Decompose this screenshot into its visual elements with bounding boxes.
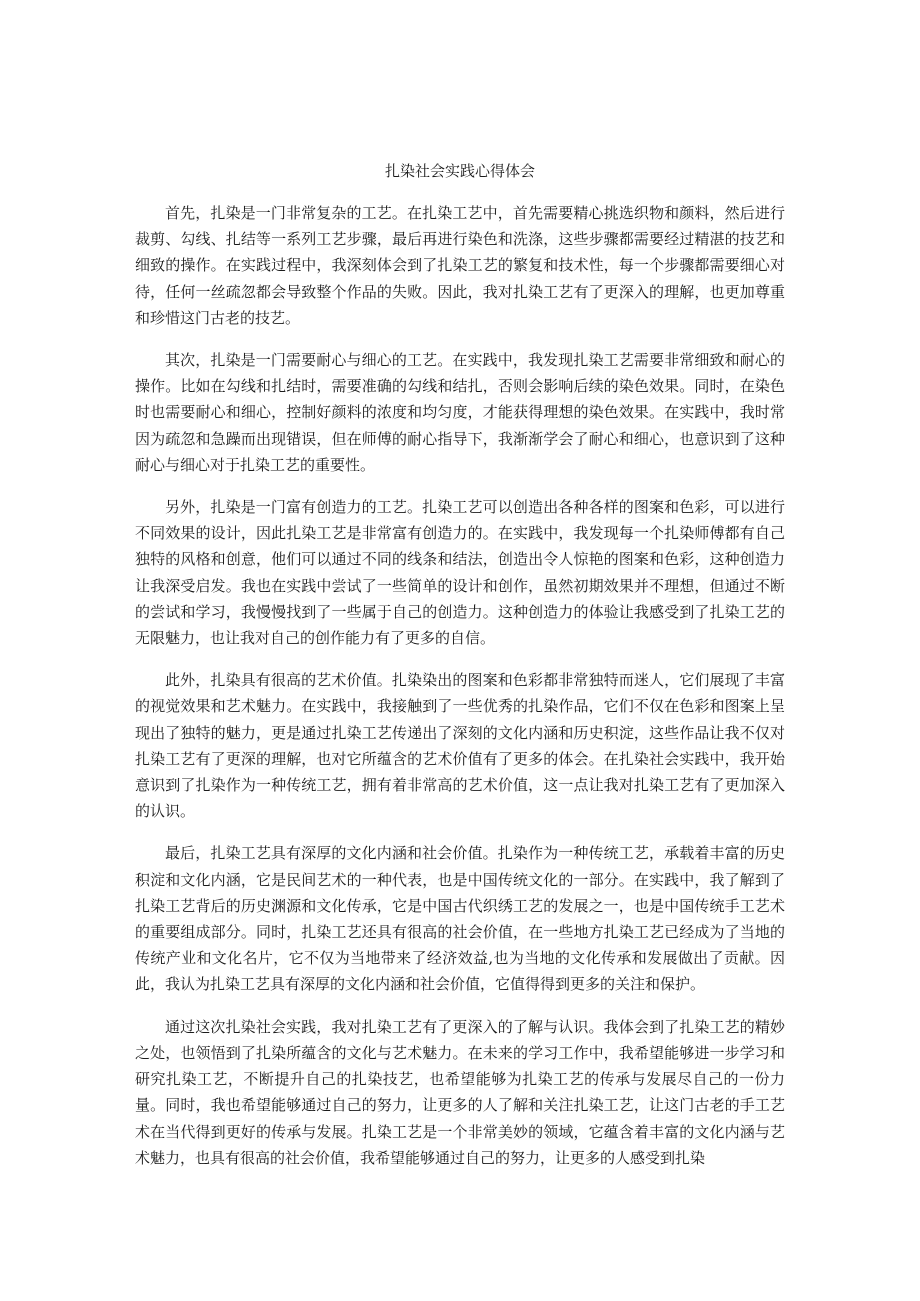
paragraph-6: 通过这次扎染社会实践，我对扎染工艺有了更深入的了解与认识。我体会到了扎染工艺的精妙之处，也领悟到了扎染所蕴含的文化与艺术魅力。在未来的学习工作中，我希望能够进一步学习和研究扎染工艺，不断提升自己的扎染技艺，也希望能够为扎染工艺的传承与发展尽自己的一份力量。同时，我也希望能够通过自己的努力，让更多的人了解和关注扎染工艺，让这门古老的手工艺术在当代得到更好的传承与发展。扎染工艺是一个非常美妙的领域，它蕴含着丰富的文化内涵与艺术魅力，也具有很高的社会价值，我希望能够通过自己的努力，让更多的人感受到扎染 [135,1017,785,1167]
paragraph-2: 其次，扎染是一门需要耐心与细心的工艺。在实践中，我发现扎染工艺需要非常细致和耐心的操作。比如在勾线和扎结时，需要准确的勾线和结扎，否则会影响后续的染色效果。同时，在染色时也需要耐心和细心，控制好颜料的浓度和均匀度，才能获得理想的染色效果。在实践中，我时常因为疏忽和急躁而出现错误，但在师傅的耐心指导下，我渐渐学会了耐心和细心，也意识到了这种耐心与细心对于扎染工艺的重要性。 [135,351,785,474]
document-body [135,200,785,1187]
paragraph-3: 另外，扎染是一门富有创造力的工艺。扎染工艺可以创造出各种各样的图案和色彩，可以进行不同效果的设计，因此扎染工艺是非常富有创造力的。在实践中，我发现每一个扎染师傅都有自己独特的风格和创意，他们可以通过不同的线条和结法，创造出令人惊艳的图案和色彩，这种创造力让我深受启发。我也在实践中尝试了一些简单的设计和创作，虽然初期效果并不理想，但通过不断的尝试和学习，我慢慢找到了一些属于自己的创造力。这种创造力的体验让我感受到了扎染工艺的无限魅力，也让我对自己的创作能力有了更多的自信。 [135,498,785,648]
paragraph-4: 此外，扎染具有很高的艺术价值。扎染染出的图案和色彩都非常独特而迷人，它们展现了丰富的视觉效果和艺术魅力。在实践中，我接触到了一些优秀的扎染作品，它们不仅在色彩和图案上呈现出了独特的魅力，更是通过扎染工艺传递出了深刻的文化内涵和历史积淀，这些作品让我不仅对扎染工艺有了更深的理解，也对它所蕴含的艺术价值有了更多的体会。在扎染社会实践中，我开始意识到了扎染作为一种传统工艺，拥有着非常高的艺术价值，这一点让我对扎染工艺有了更加深入的认识。 [135,671,785,821]
paragraph-1: 首先，扎染是一门非常复杂的工艺。在扎染工艺中，首先需要精心挑选织物和颜料，然后进行裁剪、勾线、扎结等一系列工艺步骤，最后再进行染色和洗涤，这些步骤都需要经过精湛的技艺和细致的操作。在实践过程中，我深刻体会到了扎染工艺的繁复和技术性，每一个步骤都需要细心对待，任何一丝疏忽都会导致整个作品的失败。因此，我对扎染工艺有了更深入的理解，也更加尊重和珍惜这门古老的技艺。 [135,204,785,327]
document-title: 扎染社会实践心得体会 [384,162,535,180]
paragraph-5: 最后，扎染工艺具有深厚的文化内涵和社会价值。扎染作为一种传统工艺，承载着丰富的历史积淀和文化内涵，它是民间艺术的一种代表，也是中国传统文化的一部分。在实践中，我了解到了扎染工艺背后的历史渊源和文化传承，它是中国古代织绣工艺的发展之一，也是中国传统手工艺术的重要组成部分。同时，扎染工艺还具有很高的社会价值，在一些地方扎染工艺已经成为了当地的传统产业和文化名片，它不仅为当地带来了经济效益,也为当地的文化传承和发展做出了贡献。因此，我认为扎染工艺具有深厚的文化内涵和社会价值，它值得得到更多的关注和保护。 [135,844,785,994]
